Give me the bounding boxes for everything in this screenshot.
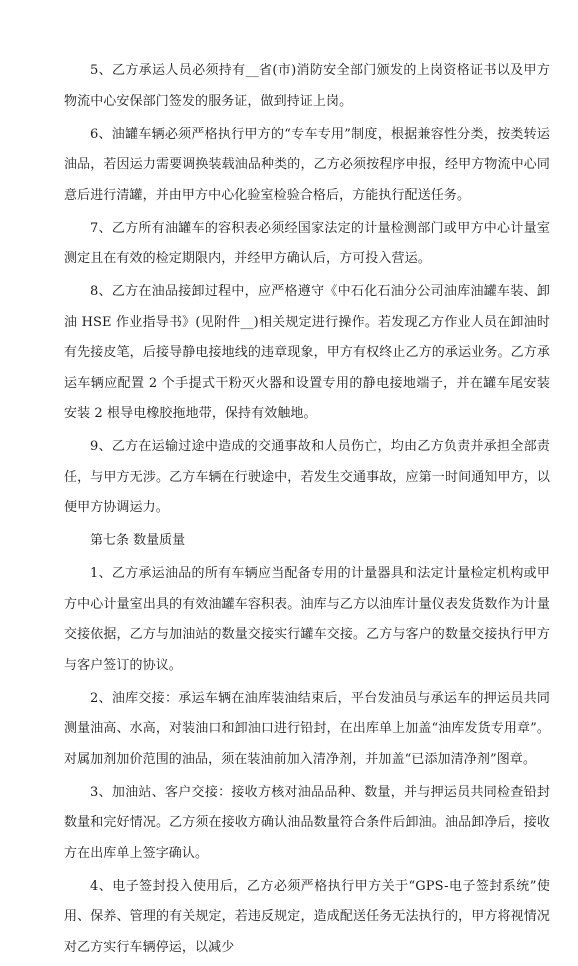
- document-page: [64, 56, 550, 966]
- clause-6-paragraph: 6、油罐车辆必须严格执行甲方的“专车专用”制度，根据兼容性分类，按类转运油品，若因运力需要调换装载油品种类的，乙方必须按程序申报，经甲方物流中心同意后进行清罐，并由甲方中心化验室检验合格后，方能执行配送任务。: [64, 126, 550, 203]
- quantity-clause-1-paragraph: 1、乙方承运油品的所有车辆应当配备专用的计量器具和法定计量检定机构或甲方中心计量室出具的有效油罐车容积表。油库与乙方以油库计量仪表发货数作为计量交接依据，乙方与加油站的数量交接实行罐车交接。乙方与客户的数量交接执行甲方与客户签订的协议。: [64, 566, 550, 673]
- clause-8-paragraph: 8、乙方在油品接卸过程中，应严格遵守《中石化石油分公司油库油罐车装、卸油 HSE 作业指导书》(见附件__)相关规定进行操作。若发现乙方作业人员在卸油时有先接皮笔，后接导静电接地线的违章现象，甲方有权终止乙方的承运业务。乙方承运车辆应配置 2 个手提式干粉灭火器和设置专用的静电接地端子，并在罐车尾安装安装 2 根导电橡胶拖地带，保持有效触地。: [64, 284, 550, 421]
- section-heading: 第七条 数量质量: [90, 533, 186, 548]
- clause-7-paragraph: 7、乙方所有油罐车的容积表必须经国家法定的计量检测部门或甲方中心计量室测定且在有效的检定期限内，并经甲方确认后，方可投入营运。: [64, 220, 550, 266]
- quantity-clause-3-paragraph: 3、加油站、客户交接：接收方核对油品品种、数量，并与押运员共同检查铅封数量和完好情况。乙方须在接收方确认油品数量符合条件后卸油。油品卸净后，接收方在出库单上签字确认。: [64, 784, 550, 861]
- quantity-clause-4-paragraph: 4、电子签封投入使用后，乙方必须严格执行甲方关于“GPS-电子签封系统”使用、保养、管理的有关规定，若违反规定，造成配送任务无法执行的，甲方将视情况对乙方实行车辆停运，以减少: [64, 878, 550, 955]
- clause-5-paragraph: 5、乙方承运人员必须持有__省(市)消防安全部门颁发的上岗资格证书以及甲方物流中心安保部门签发的服务证，做到持证上岗。: [64, 63, 550, 109]
- clause-9-paragraph: 9、乙方在运输过途中造成的交通事故和人员伤亡，均由乙方负责并承担全部责任，与甲方无涉。乙方车辆在行驶途中，若发生交通事故，应第一时间通知甲方，以便甲方协调运力。: [64, 439, 550, 515]
- quantity-clause-2-paragraph: 2、油库交接：承运车辆在油库装油结束后，平台发油员与承运车的押运员共同测量油高、水高，对装油口和卸油口进行铅封，在出库单上加盖“油库发货专用章”。对属加剂加价范围的油品，须在装油前加入清净剂，并加盖“已添加清净剂”图章。: [64, 690, 550, 767]
